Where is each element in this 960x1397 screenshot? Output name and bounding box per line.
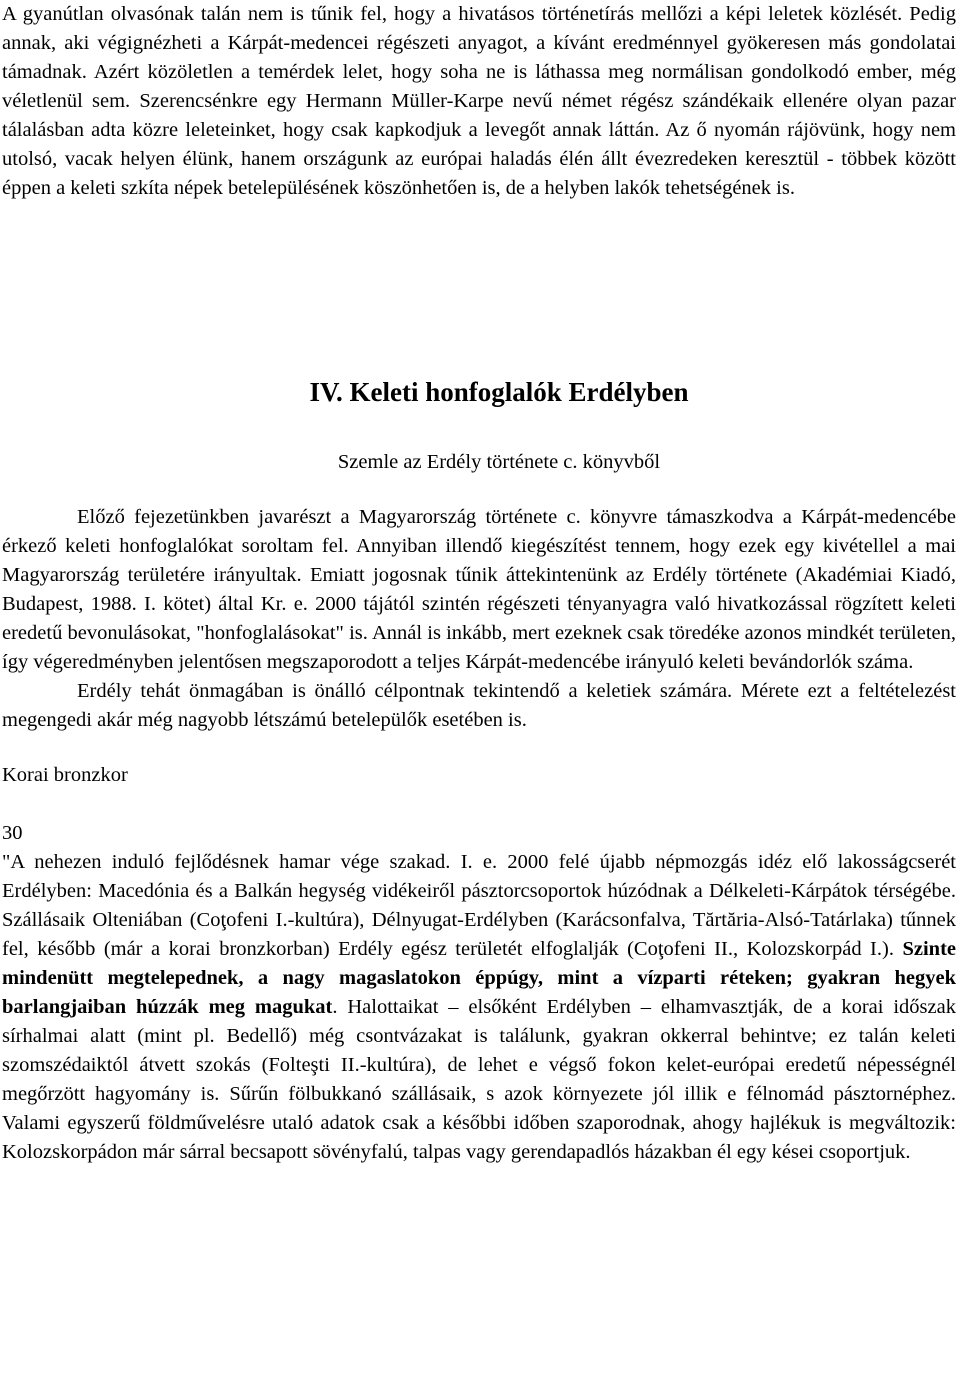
quote-text-part2: . Halottaikat – elsőként Erdélyben – elhamvasztják, de a korai időszak sírhalmai alatt (mint pl. Bedellő) még csontvázakat is találunk, gyakran okkerral behintve; ez talán keleti szomszédaiktól átvett szokás (Folteşti II.-kultúra), de lehet e végső fokon kelet-európai eredetű népességnél megőrzött hagyomány is. Sűrűn fölbukkanó szállásaik, s azok környezete jól illik e félnomád pásztornéphez. Valami egyszerű földművelésre utaló adatok csak a későbbi időben szaporodnak, ahogy hajlékuk is megváltozik: Kolozskorpádon már sárral becsapott sövényfalú, talpas vagy gerendapadlós házakban él egy kései csoportjuk. <box>2 996 956 1163</box>
intro-paragraph: A gyanútlan olvasónak talán nem is tűnik fel, hogy a hivatásos történetírás mellőzi a képi leletek közlését. Pedig annak, aki végignézheti a Kárpát-medencei régészeti anyagot, a kívánt eredménnyel gyökeresen más gondolatai támadnak. Azért közöletlen a temérdek lelet, hogy soha ne is láthassa meg normálisan gondolkodó ember, még véletlenül sem. Szerencsénkre egy Hermann Müller-Karpe nevű német régész szándékaik ellenére olyan pazar tálalásban adta közre leleteinket, hogy csak kapkodjuk a levegőt annak láttán. Az ő nyomán rájövünk, hogy nem utolsó, vacak helyen élünk, hanem országunk az európai haladás élén állt évezredeken keresztül - többek között éppen a keleti szkíta népek betelepülésének köszönhetően is, de a helyben lakók tehetségének is. <box>2 3 956 199</box>
chapter-subtitle: Szemle az Erdély története c. könyvből <box>337 451 661 473</box>
page-number: 30 <box>2 822 23 844</box>
section-heading: Korai bronzkor <box>2 764 128 786</box>
quote-text-part1: "A nehezen induló fejlődésnek hamar vége szakad. I. e. 2000 felé újabb népmozgás idéz elő lakosságcserét Erdélyben: Macedónia és a Balkán hegység vidékeiről pásztorcsoportok húzódnak a Délkeleti-Kárpátok térségébe. Szállásaik Olteniában (Coţofeni I.-kultúra), Délnyugat-Erdélyben (Karácsonfalva, Tărtăria-Alsó-Tatárlaka) tűnnek fel, később (már a korai bronzkorban) Erdély egész területét elfoglalják (Coţofeni II., Kolozskorpád I.). <box>2 851 956 960</box>
quote-paragraph <box>2 848 956 1167</box>
chapter-paragraph: Előző fejezetünkben javarészt a Magyarország története c. könyvre támaszkodva a Kárpát-medencébe érkező keleti honfoglalókat soroltam fel. Annyiban illendő kiegészítést tennem, hogy ezek egy kivétellel a mai Magyarország területére irányultak. Emiatt jogosnak tűnik áttekintenünk az Erdély története (Akadémiai Kiadó, Budapest, 1988. I. kötet) által Kr. e. 2000 tájától szintén régészeti tényanyagra való hivatkozással rögzített keleti eredetű bevonulásokat, "honfoglalásokat" is. Annál is inkább, mert ezeknek csak töredéke azonos mindkét területen, így végeredményben jelentősen megszaporodott a teljes Kárpát-medencébe irányuló keleti bevándorlók száma. <box>2 506 956 673</box>
quote-bold-text: Szinte mindenütt megtelepednek, a nagy magaslatokon éppúgy, mint a vízparti réteken; gyakran hegyek barlangjaiban húzzák meg magukat <box>2 938 956 1018</box>
chapter-paragraph: Erdély tehát önmagában is önálló célpontnak tekintendő a keletiek számára. Mérete ezt a feltételezést megengedi akár még nagyobb létszámú betelepülők esetében is. <box>2 680 956 731</box>
chapter-title: IV. Keleti honfoglalók Erdélyben <box>309 377 689 407</box>
